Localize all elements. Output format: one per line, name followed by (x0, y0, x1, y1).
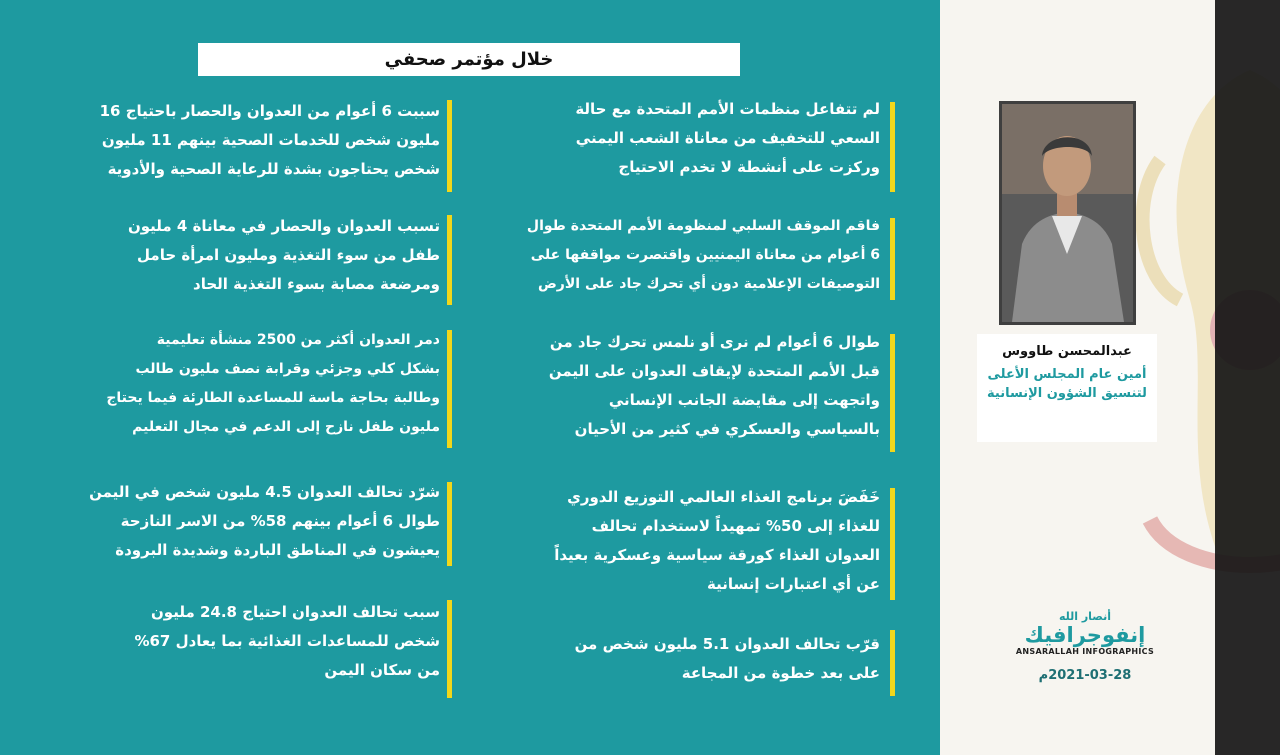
fact-line: لم تتفاعل منظمات الأمم المتحدة مع حالة (575, 100, 880, 118)
yellow-accent-bar (447, 215, 452, 305)
fact-line: سببت 6 أعوام من العدوان والحصار باحتياج 16 (99, 102, 440, 120)
name-card (977, 334, 1157, 442)
yellow-accent-bar (447, 100, 452, 192)
fact-left-4 (10, 478, 440, 565)
yellow-accent-bar (447, 482, 452, 566)
header-title-bar (198, 43, 740, 76)
publish-date: 2021-03-28م (1038, 668, 1132, 683)
fact-line: وطالبة بحاجة ماسة للمساعدة الطارئة فيما يحتاج (106, 390, 440, 406)
yellow-accent-bar (890, 630, 895, 696)
fact-line: شخص للمساعدات الغذائية بما يعادل 67% (134, 632, 440, 650)
fact-right-2 (460, 212, 880, 299)
yellow-accent-bar (890, 102, 895, 192)
brand-line1: أنصار الله (1058, 610, 1112, 623)
brand-line2: إنفوجرافيك (1024, 623, 1146, 647)
fact-line: بشكل كلي وجزئي وقرابة نصف مليون طالب (135, 361, 440, 377)
fact-line: شخص يحتاجون بشدة للرعاية الصحية والأدوية (107, 160, 440, 178)
person-name: عبدالمحسن طاووس (1002, 344, 1132, 359)
fact-line: مليون طفل نازح إلى الدعم في مجال التعليم (132, 419, 440, 435)
position-line: أمين عام المجلس الأعلى (987, 367, 1147, 382)
fact-line: وركزت على أنشطة لا تخدم الاحتياج (618, 158, 880, 176)
fact-line: السعي للتخفيف من معاناة الشعب اليمني (575, 129, 880, 147)
fact-line: فاقم الموقف السلبي لمنظومة الأمم المتحدة طوال (526, 218, 880, 234)
dark-edge-strip (1215, 0, 1280, 755)
fact-line: تسبب العدوان والحصار في معاناة 4 مليون (127, 217, 440, 235)
fact-line: قبل الأمم المتحدة لإيقاف العدوان على اليمن (548, 362, 880, 380)
brand-logo (1010, 610, 1160, 683)
fact-line: دمر العدوان أكثر من 2500 منشأة تعليمية (156, 332, 440, 348)
fact-line: من سكان اليمن (324, 661, 440, 679)
fact-line: مليون شخص للخدمات الصحية بينهم 11 مليون (101, 131, 440, 149)
fact-right-1 (460, 95, 880, 182)
fact-line: 6 أعوام من معاناة اليمنيين واقتصرت مواقفها على (530, 247, 880, 263)
portrait-photo (999, 101, 1136, 325)
fact-left-3 (10, 326, 440, 442)
person-portrait-icon (1002, 104, 1133, 322)
fact-line: خَفَضَ برنامج الغذاء العالمي التوزيع الدوري (567, 488, 880, 506)
fact-right-4 (460, 483, 880, 599)
page-title: خلال مؤتمر صحفي (384, 49, 554, 70)
fact-line: شرّد تحالف العدوان 4.5 مليون شخص في اليمن (89, 483, 440, 501)
fact-left-5 (10, 598, 440, 685)
fact-right-5 (460, 630, 880, 688)
fact-line: ومرضعة مصابة بسوء التغذية الحاد (193, 275, 440, 293)
fact-line: يعيشون في المناطق الباردة وشديدة البرودة (115, 541, 440, 559)
brand-line3: ANSARALLAH INFOGRAPHICS (1015, 647, 1155, 656)
yellow-accent-bar (890, 334, 895, 452)
fact-line: على بعد خطوة من المجاعة (681, 664, 880, 682)
fact-line: التوصيفات الإعلامية دون أي تحرك جاد على الأرض (537, 276, 880, 292)
fact-line: سبب تحالف العدوان احتياج 24.8 مليون (150, 603, 440, 621)
yellow-accent-bar (890, 488, 895, 600)
position-line: لتنسيق الشؤون الإنسانية (987, 386, 1147, 401)
person-position (977, 365, 1157, 403)
fact-line: واتجهت إلى مقايضة الجانب الإنساني (608, 391, 880, 409)
fact-left-2 (10, 212, 440, 299)
yellow-accent-bar (447, 600, 452, 698)
fact-line: طفل من سوء التغذية ومليون امرأة حامل (137, 246, 440, 264)
fact-line: للغذاء إلى 50% تمهيداً لاستخدام تحالف (591, 517, 880, 535)
fact-line: طوال 6 أعوام بينهم 58% من الاسر النازحة (120, 512, 440, 530)
fact-line: بالسياسي والعسكري في كثير من الأحيان (574, 420, 880, 438)
fact-line: طوال 6 أعوام لم نرى أو نلمس تحرك جاد من (549, 333, 880, 351)
fact-line: قرّب تحالف العدوان 5.1 مليون شخص من (574, 635, 880, 653)
fact-line: عن أي اعتبارات إنسانية (707, 575, 880, 593)
yellow-accent-bar (447, 330, 452, 448)
fact-right-3 (460, 328, 880, 444)
yellow-accent-bar (890, 218, 895, 300)
fact-left-1 (10, 97, 440, 184)
fact-line: العدوان الغذاء كورقة سياسية وعسكرية بعيداً (554, 546, 880, 564)
